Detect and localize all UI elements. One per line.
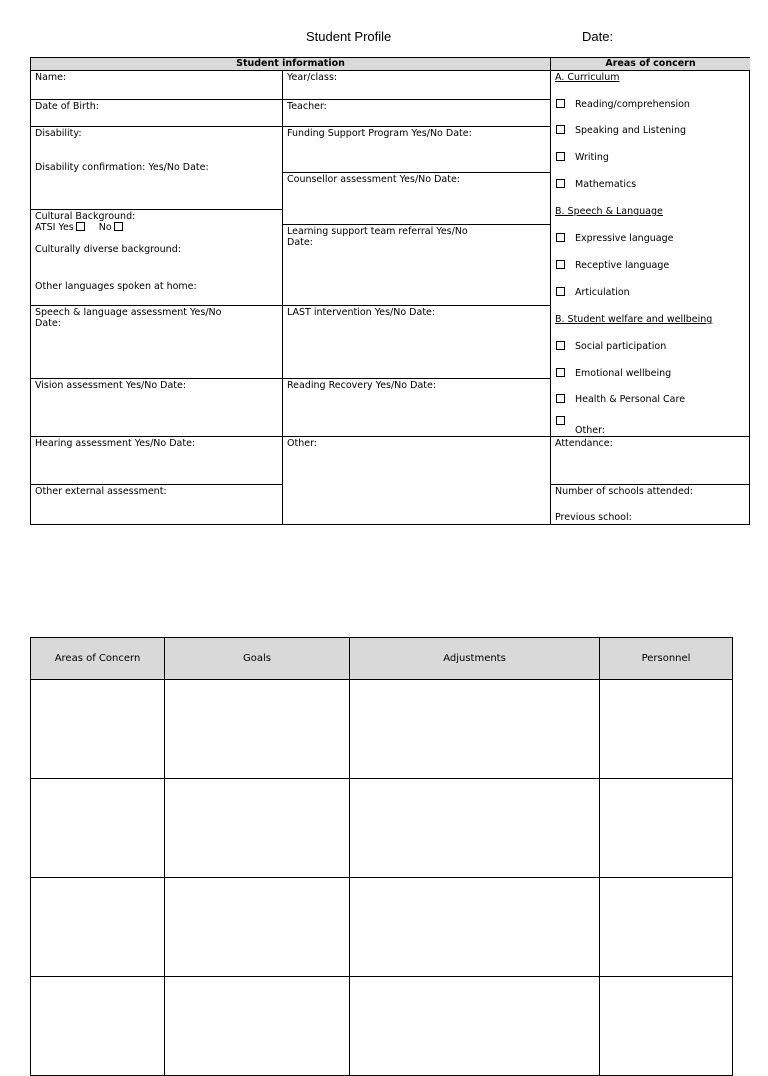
other-external-field[interactable] <box>31 485 282 525</box>
speech-language-heading: B. Speech & Language <box>555 206 663 217</box>
last-intervention-label: LAST intervention Yes/No Date: <box>287 307 436 318</box>
table-cell[interactable] <box>600 680 733 779</box>
areas-of-concern-column: Areas of Concern <box>31 638 165 680</box>
mathematics-checkbox[interactable] <box>556 179 565 188</box>
name-label: Name: <box>35 72 67 83</box>
receptive-checkbox[interactable] <box>556 260 565 269</box>
concern-emotional[interactable] <box>555 368 671 379</box>
teacher-field[interactable] <box>283 100 550 127</box>
emotional-checkbox[interactable] <box>556 368 565 377</box>
vision-assessment-label: Vision assessment Yes/No Date: <box>35 380 187 391</box>
other-checkbox[interactable] <box>556 416 565 425</box>
atsi-yes-checkbox[interactable] <box>76 222 85 231</box>
atsi-no-label: No <box>98 222 112 234</box>
goals-column: Goals <box>165 638 350 680</box>
table-cell[interactable] <box>600 977 733 1076</box>
personnel-column: Personnel <box>600 638 733 680</box>
speaking-checkbox[interactable] <box>556 125 565 134</box>
table-cell[interactable] <box>350 779 600 878</box>
table-cell[interactable] <box>31 779 165 878</box>
funding-support-label: Funding Support Program Yes/No Date: <box>287 128 472 139</box>
table-cell[interactable] <box>600 878 733 977</box>
concern-other[interactable] <box>555 416 606 436</box>
other-label: Other: <box>287 438 318 449</box>
table-cell[interactable] <box>31 977 165 1076</box>
concern-reading[interactable] <box>555 99 690 110</box>
areas-of-concern-header: Areas of concern <box>551 58 750 71</box>
speech-assessment-label: Speech & language assessment Yes/No <box>35 307 222 318</box>
writing-checkbox[interactable] <box>556 152 565 161</box>
other-external-label: Other external assessment: <box>35 486 167 497</box>
teacher-label: Teacher: <box>287 101 327 112</box>
adjustments-column: Adjustments <box>350 638 600 680</box>
concern-mathematics[interactable] <box>555 179 636 190</box>
date-label: Date: <box>582 29 614 44</box>
table-row <box>31 977 733 1076</box>
schools-field[interactable] <box>551 485 750 525</box>
student-information-table <box>30 57 750 525</box>
table-cell[interactable] <box>350 878 600 977</box>
atsi-row <box>35 222 278 233</box>
plan-table <box>30 637 733 1076</box>
emotional-label: Emotional wellbeing <box>575 368 672 379</box>
attendance-label: Attendance: <box>555 438 613 449</box>
name-field[interactable] <box>31 71 282 100</box>
table-cell[interactable] <box>600 779 733 878</box>
hearing-assessment-field[interactable] <box>31 437 282 485</box>
year-class-field[interactable] <box>283 71 550 100</box>
other-languages-label: Other languages spoken at home: <box>35 281 197 293</box>
other-field[interactable] <box>283 437 550 525</box>
concern-writing[interactable] <box>555 152 609 163</box>
learning-support-label: Learning support team referral Yes/No <box>287 226 468 237</box>
expressive-checkbox[interactable] <box>556 233 565 242</box>
counsellor-assessment-field[interactable] <box>283 173 550 225</box>
areas-of-concern-list <box>551 71 750 437</box>
concern-health[interactable] <box>555 394 685 405</box>
year-class-label: Year/class: <box>287 72 338 83</box>
health-checkbox[interactable] <box>556 394 565 403</box>
cultural-background-field[interactable] <box>31 210 282 306</box>
student-information-header: Student information <box>31 58 550 71</box>
expressive-label: Expressive language <box>575 233 674 244</box>
vision-assessment-field[interactable] <box>31 379 282 437</box>
speech-assessment-date: Date: <box>35 318 61 330</box>
social-label: Social participation <box>575 341 667 352</box>
welfare-heading: B. Student welfare and wellbeing <box>555 314 713 325</box>
disability-field[interactable] <box>31 127 282 210</box>
speaking-label: Speaking and Listening <box>575 125 686 136</box>
speech-assessment-field[interactable] <box>31 306 282 379</box>
cultural-background-label: Cultural Background: <box>35 211 136 222</box>
disability-label: Disability: <box>35 128 82 139</box>
disability-confirmation-label: Disability confirmation: Yes/No Date: <box>35 162 209 174</box>
table-row <box>31 878 733 977</box>
table-cell[interactable] <box>165 878 350 977</box>
counsellor-assessment-label: Counsellor assessment Yes/No Date: <box>287 174 461 185</box>
table-row <box>31 779 733 878</box>
concern-expressive[interactable] <box>555 233 673 244</box>
learning-support-date: Date: <box>287 237 313 249</box>
mathematics-label: Mathematics <box>575 179 637 190</box>
table-row <box>31 680 733 779</box>
other-concern-label: Other: <box>575 425 606 436</box>
reading-checkbox[interactable] <box>556 99 565 108</box>
table-cell[interactable] <box>350 977 600 1076</box>
table-cell[interactable] <box>31 680 165 779</box>
concern-receptive[interactable] <box>555 260 669 271</box>
social-checkbox[interactable] <box>556 341 565 350</box>
table-cell[interactable] <box>165 779 350 878</box>
table-cell[interactable] <box>165 680 350 779</box>
writing-label: Writing <box>575 152 609 163</box>
schools-attended-label: Number of schools attended: <box>555 486 694 497</box>
attendance-field[interactable] <box>551 437 750 485</box>
last-intervention-field[interactable] <box>283 306 550 379</box>
learning-support-field[interactable] <box>283 225 550 306</box>
curriculum-heading: A. Curriculum <box>555 72 620 83</box>
dob-field[interactable] <box>31 100 282 127</box>
concern-social[interactable] <box>555 341 666 352</box>
dob-label: Date of Birth: <box>35 101 99 112</box>
atsi-yes-label: ATSI Yes <box>35 222 74 234</box>
culturally-diverse-label: Culturally diverse background: <box>35 243 181 255</box>
funding-support-field[interactable] <box>283 127 550 173</box>
articulation-label: Articulation <box>575 287 630 298</box>
table-cell[interactable] <box>350 680 600 779</box>
concern-articulation[interactable] <box>555 287 630 298</box>
articulation-checkbox[interactable] <box>556 287 565 296</box>
plan-header-row <box>31 638 733 680</box>
receptive-label: Receptive language <box>575 260 670 271</box>
reading-recovery-field[interactable] <box>283 379 550 437</box>
previous-school-label: Previous school: <box>555 512 632 524</box>
reading-recovery-label: Reading Recovery Yes/No Date: <box>287 380 437 391</box>
concern-speaking[interactable] <box>555 125 686 136</box>
page-title: Student Profile <box>306 29 392 44</box>
health-label: Health & Personal Care <box>575 394 686 405</box>
table-cell[interactable] <box>31 878 165 977</box>
reading-label: Reading/comprehension <box>575 99 690 110</box>
table-cell[interactable] <box>165 977 350 1076</box>
atsi-no-checkbox[interactable] <box>114 222 123 231</box>
hearing-assessment-label: Hearing assessment Yes/No Date: <box>35 438 196 449</box>
